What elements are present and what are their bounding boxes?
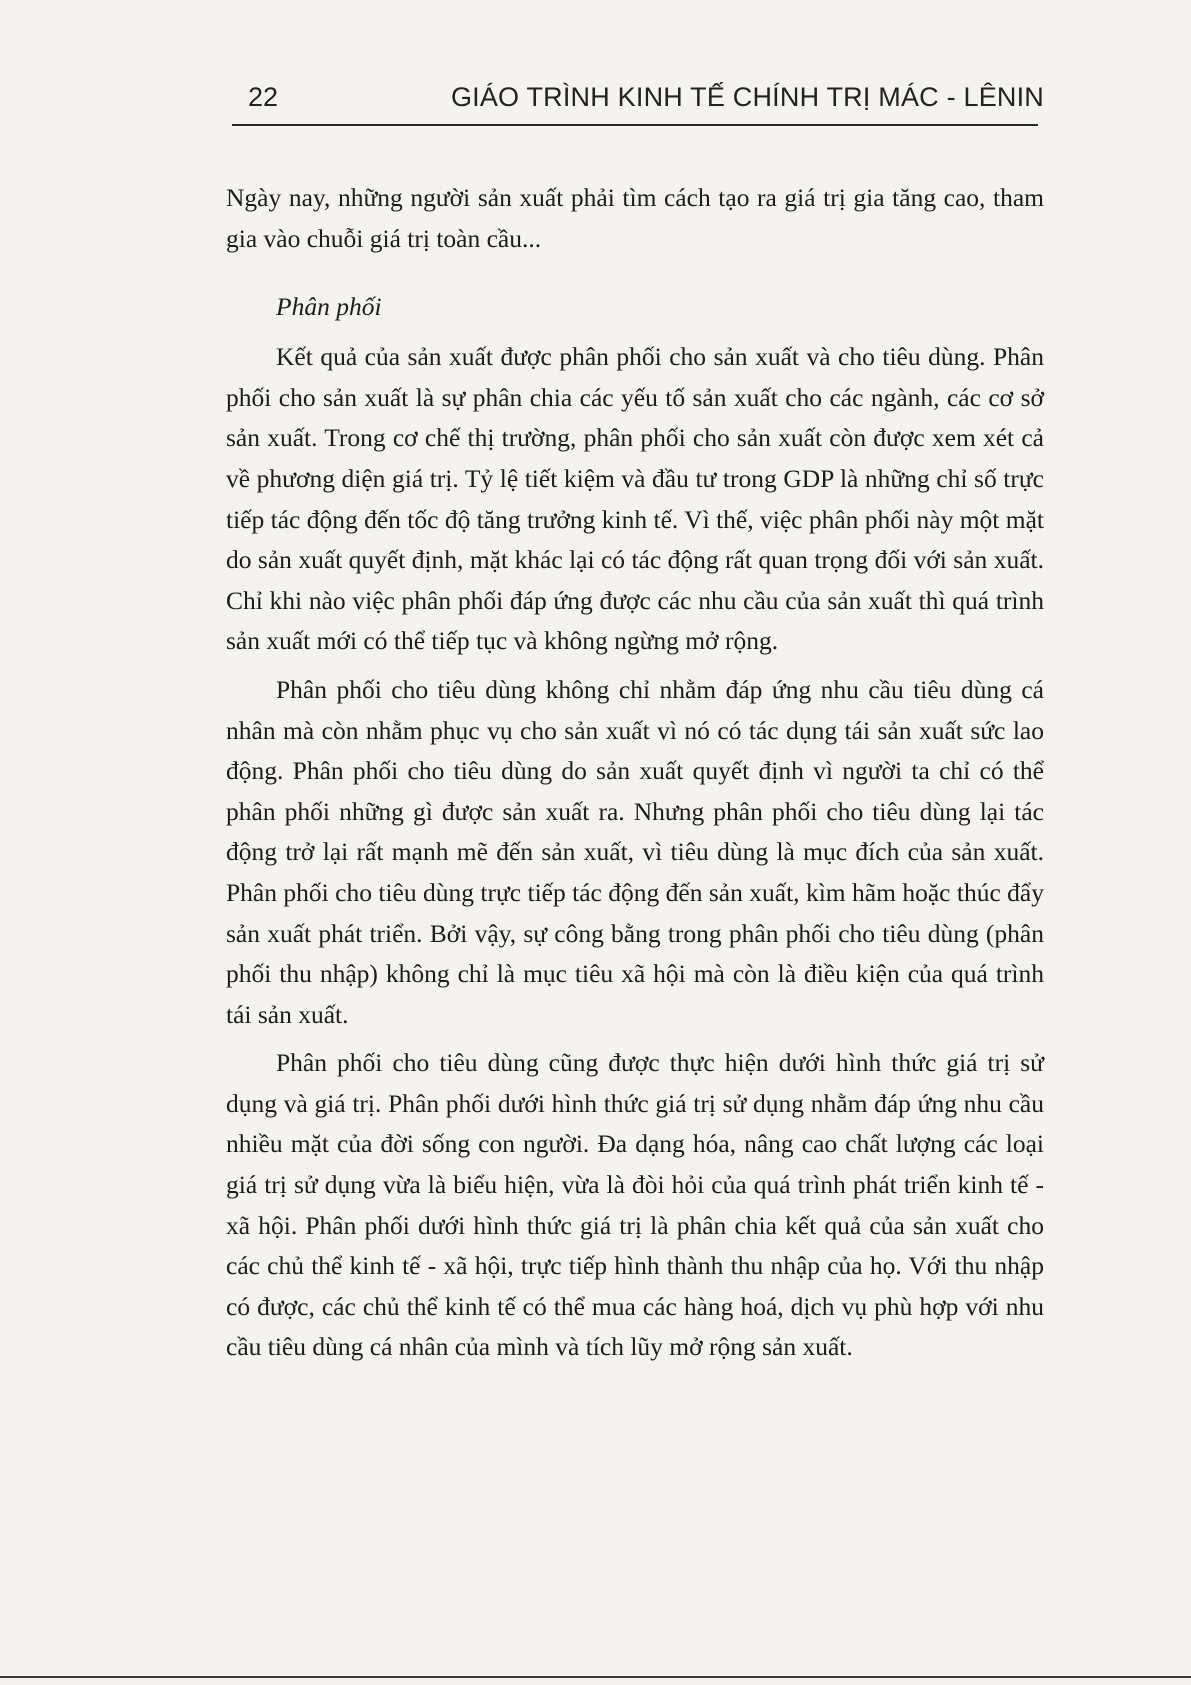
page-number: 22 <box>248 82 279 112</box>
bottom-rule <box>0 1676 1191 1678</box>
page-header <box>248 78 1044 118</box>
header-rule <box>232 124 1038 126</box>
page-body <box>226 178 1044 1368</box>
section-heading: Phân phối <box>276 292 382 322</box>
body-paragraph: Phân phối cho tiêu dùng không chỉ nhằm đáp ứng nhu cầu tiêu dùng cá nhân mà còn nhằm phục vụ cho sản xuất vì nó có tác dụng tái sản xuất sức lao động. Phân phối cho tiêu dùng do sản xuất quyết định vì người ta chỉ có thể phân phối những gì được sản xuất ra. Nhưng phân phối cho tiêu dùng lại tác động trở lại rất mạnh mẽ đến sản xuất, vì tiêu dùng là mục đích của sản xuất. Phân phối cho tiêu dùng trực tiếp tác động đến sản xuất, kìm hãm hoặc thúc đẩy sản xuất phát triển. Bởi vậy, sự công bằng trong phân phối cho tiêu dùng (phân phối thu nhập) không chỉ là mục tiêu xã hội mà còn là điều kiện của quá trình tái sản xuất. <box>226 674 1044 1029</box>
body-paragraph: Phân phối cho tiêu dùng cũng được thực hiện dưới hình thức giá trị sử dụng và giá trị. Phân phối dưới hình thức giá trị sử dụng nhằm đáp ứng nhu cầu nhiều mặt của đời sống con người. Đa dạng hóa, nâng cao chất lượng các loại giá trị sử dụng vừa là biểu hiện, vừa là đòi hỏi của quá trình phát triển kinh tế - xã hội. Phân phối dưới hình thức giá trị là phân chia kết quả của sản xuất cho các chủ thể kinh tế - xã hội, trực tiếp hình thành thu nhập của họ. Với thu nhập có được, các chủ thể kinh tế có thể mua các hàng hoá, dịch vụ phù hợp với nhu cầu tiêu dùng cá nhân của mình và tích lũy mở rộng sản xuất. <box>226 1048 1044 1362</box>
intro-paragraph: Ngày nay, những người sản xuất phải tìm cách tạo ra giá trị gia tăng cao, tham gia vào chuỗi giá trị toàn cầu... <box>226 183 1044 253</box>
body-paragraph: Kết quả của sản xuất được phân phối cho sản xuất và cho tiêu dùng. Phân phối cho sản xuất là sự phân chia các yếu tố sản xuất cho các ngành, các cơ sở sản xuất. Trong cơ chế thị trường, phân phối cho sản xuất còn được xem xét cả về phương diện giá trị. Tỷ lệ tiết kiệm và đầu tư trong GDP là những chỉ số trực tiếp tác động đến tốc độ tăng trưởng kinh tế. Vì thế, việc phân phối này một mặt do sản xuất quyết định, mặt khác lại có tác động rất quan trọng đối với sản xuất. Chỉ khi nào việc phân phối đáp ứng được các nhu cầu của sản xuất thì quá trình sản xuất mới có thể tiếp tục và không ngừng mở rộng. <box>226 342 1044 656</box>
running-title: GIÁO TRÌNH KINH TẾ CHÍNH TRỊ MÁC - LÊNIN <box>450 82 1044 112</box>
